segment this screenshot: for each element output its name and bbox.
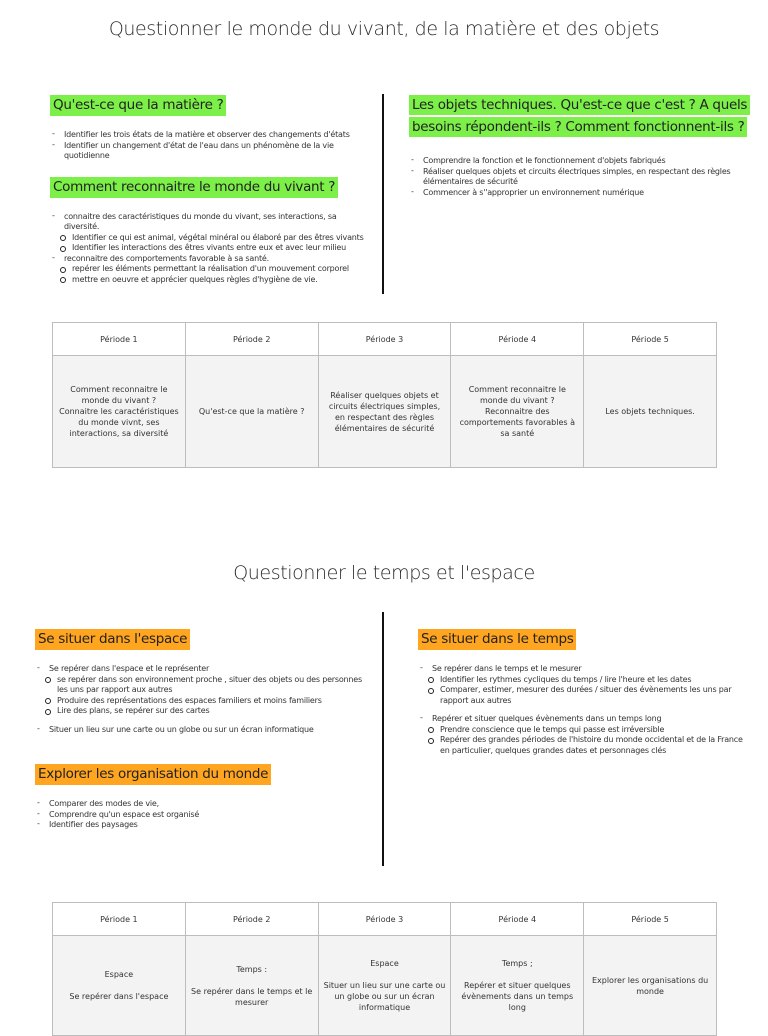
section1-left-column — [50, 94, 365, 285]
list-subitem: Identifier ce qui est animal, végétal minéral ou élaboré par des êtres vivants — [50, 233, 365, 244]
heading-temps: Se situer dans le temps — [418, 629, 576, 650]
list-subitem: Produire des représentations des espaces familiers et moins familiers — [35, 696, 370, 707]
list-matiere — [50, 130, 365, 162]
table-header-row — [53, 903, 717, 936]
section2-divider — [382, 612, 384, 866]
list-gap — [35, 717, 370, 725]
list-item: - Comparer des modes de vie, — [35, 799, 370, 810]
list-subitem: repérer les éléments permettant la réalisation d'un mouvement corporel — [50, 264, 365, 275]
list-subitem: Repérer des grandes périodes de l'histoire du monde occidental et de la France en particulier, quelques grandes dates et personnages clés — [418, 735, 748, 756]
list-item: - Réaliser quelques objets et circuits électriques simples, en respectant des règles élémentaires de sécurité — [409, 167, 754, 188]
table-header: Période 2 — [185, 903, 318, 936]
list-gap — [418, 706, 748, 714]
table-cell: Temps ; Repérer et situer quelques évènements dans un temps long — [451, 936, 584, 1036]
table-cell: Comment reconnaitre le monde du vivant ? Connaitre les caractéristiques du monde vivnt, ses interactions, sa diversité — [53, 356, 186, 468]
list-subitem: mettre en oeuvre et apprécier quelques règles d'hygiène de vie. — [50, 275, 365, 286]
list-item: - Repérer et situer quelques évènements dans un temps long — [418, 714, 748, 725]
list-item: - Identifier un changement d'état de l'eau dans un phénomène de la vie quotidienne — [50, 141, 365, 162]
table-cell: Explorer les organisations du monde — [584, 936, 717, 1036]
list-item: - reconnaitre des comportements favorable à sa santé. — [50, 254, 365, 265]
list-organisation — [35, 799, 370, 831]
section1-right-column — [409, 94, 754, 198]
section1-title: Questionner le monde du vivant, de la matière et des objets — [108, 18, 660, 40]
table-cell: Espace Se repérer dans l'espace — [53, 936, 186, 1036]
heading-objets-techniques: Les objets techniques. Qu'est-ce que c'est ? A quels besoins répondent-ils ? Comment fonctionnent-ils ? — [409, 95, 750, 137]
list-item: - Comprendre qu'un espace est organisé — [35, 810, 370, 821]
table-header: Période 3 — [318, 323, 451, 356]
table-cell: Les objets techniques. — [584, 356, 717, 468]
list-subitem: Prendre conscience que le temps qui passe est irréversible — [418, 725, 748, 736]
list-espace — [35, 664, 370, 735]
table-header: Période 4 — [451, 323, 584, 356]
heading-matiere: Qu'est-ce que la matière ? — [50, 95, 226, 116]
heading-espace: Se situer dans l'espace — [35, 629, 190, 650]
list-subitem: se repérer dans son environnement proche , situer des objets ou des personnes les uns par rapport aux autres — [35, 675, 370, 696]
table-cell: Comment reconnaitre le monde du vivant ? Reconnaitre des comportements favorables à sa santé — [451, 356, 584, 468]
table-cell: Réaliser quelques objets et circuits électriques simples, en respectant des règles élémentaires de sécurité — [318, 356, 451, 468]
heading-vivant: Comment reconnaitre le monde du vivant ? — [50, 177, 338, 198]
section2-title: Questionner le temps et l'espace — [233, 562, 535, 584]
list-item: - Se repérer dans l'espace et le représenter — [35, 664, 370, 675]
table-row — [53, 936, 717, 1036]
list-item: - Identifier des paysages — [35, 820, 370, 831]
list-subitem: Identifier les rythmes cycliques du temps / lire l'heure et les dates — [418, 675, 748, 686]
table-cell: Qu'est-ce que la matière ? — [185, 356, 318, 468]
section2-periods-table — [52, 902, 717, 1036]
table-row — [53, 356, 717, 468]
table-cell: Temps : Se repérer dans le temps et le mesurer — [185, 936, 318, 1036]
list-item: - connaitre des caractéristiques du monde du vivant, ses interactions, sa diversité. — [50, 212, 365, 233]
list-objets — [409, 156, 754, 198]
list-item: - Se repérer dans le temps et le mesurer — [418, 664, 748, 675]
table-header-row — [53, 323, 717, 356]
table-header: Période 1 — [53, 323, 186, 356]
table-cell: Espace Situer un lieu sur une carte ou un globe ou sur un écran informatique — [318, 936, 451, 1036]
table-header: Période 1 — [53, 903, 186, 936]
list-item: - Commencer à s''approprier un environnement numérique — [409, 188, 754, 199]
list-subitem: Lire des plans, se repérer sur des cartes — [35, 706, 370, 717]
list-item: - Comprendre la fonction et le fonctionnement d'objets fabriqués — [409, 156, 754, 167]
list-temps — [418, 664, 748, 756]
list-vivant — [50, 212, 365, 286]
list-item: - Identifier les trois états de la matière et observer des changements d'états — [50, 130, 365, 141]
table-header: Période 5 — [584, 903, 717, 936]
section1-periods-table — [52, 322, 717, 468]
section2-right-column — [418, 628, 748, 756]
table-header: Période 5 — [584, 323, 717, 356]
list-subitem: Identifier les interactions des êtres vivants entre eux et avec leur milieu — [50, 243, 365, 254]
list-item: - Situer un lieu sur une carte ou un globe ou sur un écran informatique — [35, 725, 370, 736]
table-header: Période 4 — [451, 903, 584, 936]
section2-left-column — [35, 628, 370, 831]
table-header: Période 3 — [318, 903, 451, 936]
section1-divider — [382, 94, 384, 294]
heading-organisation-monde: Explorer les organisation du monde — [35, 764, 271, 785]
table-header: Période 2 — [185, 323, 318, 356]
list-subitem: Comparer, estimer, mesurer des durées / situer des évènements les uns par rapport aux autres — [418, 685, 748, 706]
